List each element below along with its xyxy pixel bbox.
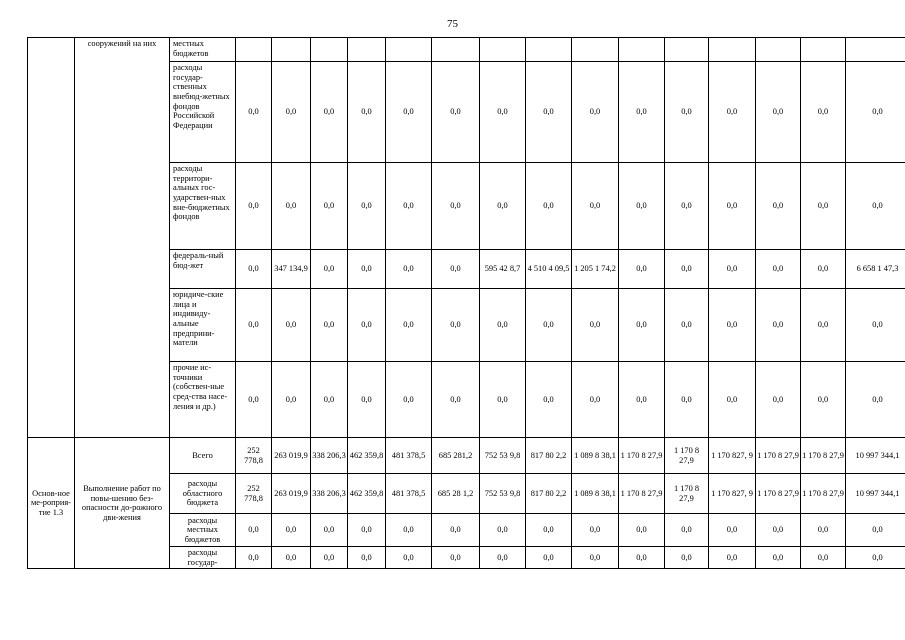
- value-cell: [846, 38, 905, 62]
- value-cell: 0,0: [756, 62, 801, 163]
- value-cell: [272, 38, 311, 62]
- value-cell: [572, 38, 619, 62]
- value-cell: 0,0: [801, 62, 846, 163]
- value-cell: 0,0: [665, 514, 709, 547]
- source-cell: прочие ис-точники (собствен-ные сред-ства насе-ления и др.): [170, 362, 236, 438]
- value-cell: 0,0: [236, 163, 272, 250]
- value-cell: 481 378,5: [386, 474, 432, 514]
- value-cell: 0,0: [386, 547, 432, 569]
- value-cell: 338 206,3: [311, 474, 348, 514]
- source-cell: расходы государ-ственных внебюд-жетных фондов Российской Федерации: [170, 62, 236, 163]
- value-cell: 1 170 8 27,9: [801, 438, 846, 474]
- value-cell: 1 170 8 27,9: [756, 438, 801, 474]
- value-cell: 0,0: [480, 163, 526, 250]
- source-cell: юридиче-ские лица и индивиду-альные предприни-матели: [170, 289, 236, 362]
- value-cell: 595 42 8,7: [480, 250, 526, 289]
- value-cell: [432, 38, 480, 62]
- value-cell: 0,0: [572, 62, 619, 163]
- value-cell: 0,0: [386, 289, 432, 362]
- value-cell: 0,0: [756, 362, 801, 438]
- value-cell: [665, 38, 709, 62]
- value-cell: 0,0: [801, 250, 846, 289]
- activity-number-cell: Основ-ное ме-роприя-тие 1.3: [28, 438, 75, 569]
- value-cell: 1 170 827, 9: [709, 474, 756, 514]
- table-row: [28, 38, 905, 62]
- source-cell: расходы областного бюджета: [170, 474, 236, 514]
- value-cell: [480, 38, 526, 62]
- activity-title-cell: Выполнение работ по повы-шению без-опасности до-рожного дви-жения: [75, 438, 170, 569]
- value-cell: 0,0: [432, 514, 480, 547]
- value-cell: 0,0: [709, 250, 756, 289]
- value-cell: 0,0: [311, 62, 348, 163]
- value-cell: 0,0: [526, 362, 572, 438]
- value-cell: 0,0: [236, 514, 272, 547]
- value-cell: [801, 38, 846, 62]
- value-cell: 347 134,9: [272, 250, 311, 289]
- cont-col1-cell: [28, 38, 75, 438]
- value-cell: 0,0: [386, 62, 432, 163]
- value-cell: 685 28 1,2: [432, 474, 480, 514]
- value-cell: 0,0: [311, 547, 348, 569]
- value-cell: 0,0: [236, 362, 272, 438]
- value-cell: 0,0: [572, 163, 619, 250]
- value-cell: 0,0: [348, 62, 386, 163]
- value-cell: 0,0: [619, 514, 665, 547]
- value-cell: 0,0: [432, 163, 480, 250]
- source-cell: федераль-ный бюд-жет: [170, 250, 236, 289]
- value-cell: 0,0: [272, 362, 311, 438]
- value-cell: 0,0: [709, 62, 756, 163]
- source-cell: расходы территори-альных гос-ударствен-ных вне-бюджетных фондов: [170, 163, 236, 250]
- source-cell: местных бюджетов: [170, 38, 236, 62]
- value-cell: 0,0: [846, 62, 905, 163]
- value-cell: 0,0: [386, 250, 432, 289]
- value-cell: 817 80 2,2: [526, 438, 572, 474]
- value-cell: 0,0: [480, 289, 526, 362]
- value-cell: 338 206,3: [311, 438, 348, 474]
- source-cell: Всего: [170, 438, 236, 474]
- value-cell: 252 778,8: [236, 438, 272, 474]
- value-cell: 0,0: [709, 362, 756, 438]
- value-cell: 0,0: [272, 547, 311, 569]
- value-cell: 0,0: [846, 362, 905, 438]
- value-cell: 752 53 9,8: [480, 474, 526, 514]
- value-cell: 1 170 8 27,9: [801, 474, 846, 514]
- value-cell: 481 378,5: [386, 438, 432, 474]
- value-cell: 0,0: [526, 514, 572, 547]
- value-cell: 0,0: [619, 289, 665, 362]
- value-cell: 0,0: [236, 547, 272, 569]
- value-cell: 252 778,8: [236, 474, 272, 514]
- value-cell: [348, 38, 386, 62]
- value-cell: 0,0: [526, 62, 572, 163]
- value-cell: 0,0: [480, 514, 526, 547]
- value-cell: [619, 38, 665, 62]
- funding-table: [27, 37, 905, 569]
- value-cell: 0,0: [801, 163, 846, 250]
- value-cell: 263 019,9: [272, 438, 311, 474]
- value-cell: 0,0: [348, 362, 386, 438]
- value-cell: 0,0: [665, 250, 709, 289]
- value-cell: 0,0: [572, 514, 619, 547]
- value-cell: 0,0: [756, 289, 801, 362]
- value-cell: 0,0: [846, 163, 905, 250]
- value-cell: 0,0: [432, 62, 480, 163]
- value-cell: 0,0: [709, 289, 756, 362]
- value-cell: 0,0: [619, 62, 665, 163]
- value-cell: 0,0: [480, 62, 526, 163]
- value-cell: 0,0: [846, 514, 905, 547]
- value-cell: 0,0: [572, 362, 619, 438]
- source-cell: расходы местных бюджетов: [170, 514, 236, 547]
- value-cell: 10 997 344,1: [846, 438, 905, 474]
- value-cell: 0,0: [348, 250, 386, 289]
- value-cell: 0,0: [709, 163, 756, 250]
- value-cell: 462 359,8: [348, 438, 386, 474]
- value-cell: [756, 38, 801, 62]
- value-cell: 263 019,9: [272, 474, 311, 514]
- value-cell: 0,0: [572, 547, 619, 569]
- value-cell: [526, 38, 572, 62]
- value-cell: 0,0: [801, 362, 846, 438]
- value-cell: 0,0: [526, 163, 572, 250]
- value-cell: 1 089 8 38,1: [572, 474, 619, 514]
- value-cell: 0,0: [846, 547, 905, 569]
- value-cell: 0,0: [348, 547, 386, 569]
- value-cell: 1 089 8 38,1: [572, 438, 619, 474]
- value-cell: 0,0: [272, 289, 311, 362]
- value-cell: 0,0: [526, 289, 572, 362]
- value-cell: 0,0: [665, 289, 709, 362]
- value-cell: 0,0: [311, 163, 348, 250]
- table-row: [28, 438, 905, 474]
- value-cell: 0,0: [432, 362, 480, 438]
- value-cell: 1 170 8 27,9: [756, 474, 801, 514]
- value-cell: 0,0: [801, 289, 846, 362]
- value-cell: 0,0: [236, 250, 272, 289]
- value-cell: [236, 38, 272, 62]
- value-cell: 0,0: [665, 547, 709, 569]
- value-cell: 0,0: [756, 547, 801, 569]
- value-cell: 752 53 9,8: [480, 438, 526, 474]
- value-cell: 0,0: [801, 547, 846, 569]
- value-cell: 1 170 827, 9: [709, 438, 756, 474]
- value-cell: [386, 38, 432, 62]
- value-cell: 10 997 344,1: [846, 474, 905, 514]
- value-cell: 0,0: [386, 514, 432, 547]
- value-cell: 0,0: [348, 514, 386, 547]
- value-cell: 0,0: [236, 62, 272, 163]
- value-cell: 0,0: [311, 514, 348, 547]
- value-cell: 0,0: [236, 289, 272, 362]
- value-cell: 0,0: [709, 514, 756, 547]
- value-cell: 0,0: [665, 362, 709, 438]
- value-cell: 0,0: [665, 163, 709, 250]
- cont-col2-cell: сооружений на них: [75, 38, 170, 438]
- value-cell: 4 510 4 09,5: [526, 250, 572, 289]
- value-cell: 0,0: [311, 250, 348, 289]
- source-cell: расходы государ-: [170, 547, 236, 569]
- value-cell: 0,0: [432, 547, 480, 569]
- value-cell: 0,0: [619, 250, 665, 289]
- value-cell: 1 170 8 27,9: [665, 474, 709, 514]
- value-cell: 0,0: [756, 163, 801, 250]
- value-cell: 0,0: [665, 62, 709, 163]
- value-cell: 0,0: [619, 547, 665, 569]
- value-cell: 6 658 1 47,3: [846, 250, 905, 289]
- value-cell: [311, 38, 348, 62]
- value-cell: 0,0: [272, 62, 311, 163]
- value-cell: 685 281,2: [432, 438, 480, 474]
- value-cell: 0,0: [480, 547, 526, 569]
- value-cell: 1 205 1 74,2: [572, 250, 619, 289]
- value-cell: 0,0: [480, 362, 526, 438]
- value-cell: 0,0: [348, 163, 386, 250]
- value-cell: 0,0: [619, 163, 665, 250]
- value-cell: 1 170 8 27,9: [619, 438, 665, 474]
- value-cell: 0,0: [756, 250, 801, 289]
- page-number: 75: [447, 18, 458, 30]
- value-cell: 0,0: [386, 362, 432, 438]
- value-cell: 817 80 2,2: [526, 474, 572, 514]
- value-cell: 0,0: [526, 547, 572, 569]
- value-cell: 0,0: [311, 289, 348, 362]
- value-cell: 0,0: [756, 514, 801, 547]
- value-cell: 0,0: [386, 163, 432, 250]
- value-cell: 0,0: [572, 289, 619, 362]
- value-cell: 1 170 8 27,9: [665, 438, 709, 474]
- value-cell: 0,0: [348, 289, 386, 362]
- value-cell: 462 359,8: [348, 474, 386, 514]
- value-cell: 0,0: [846, 289, 905, 362]
- value-cell: 0,0: [432, 289, 480, 362]
- value-cell: 1 170 8 27,9: [619, 474, 665, 514]
- value-cell: 0,0: [311, 362, 348, 438]
- value-cell: 0,0: [801, 514, 846, 547]
- value-cell: 0,0: [619, 362, 665, 438]
- value-cell: 0,0: [272, 514, 311, 547]
- value-cell: [709, 38, 756, 62]
- value-cell: 0,0: [272, 163, 311, 250]
- value-cell: 0,0: [432, 250, 480, 289]
- value-cell: 0,0: [709, 547, 756, 569]
